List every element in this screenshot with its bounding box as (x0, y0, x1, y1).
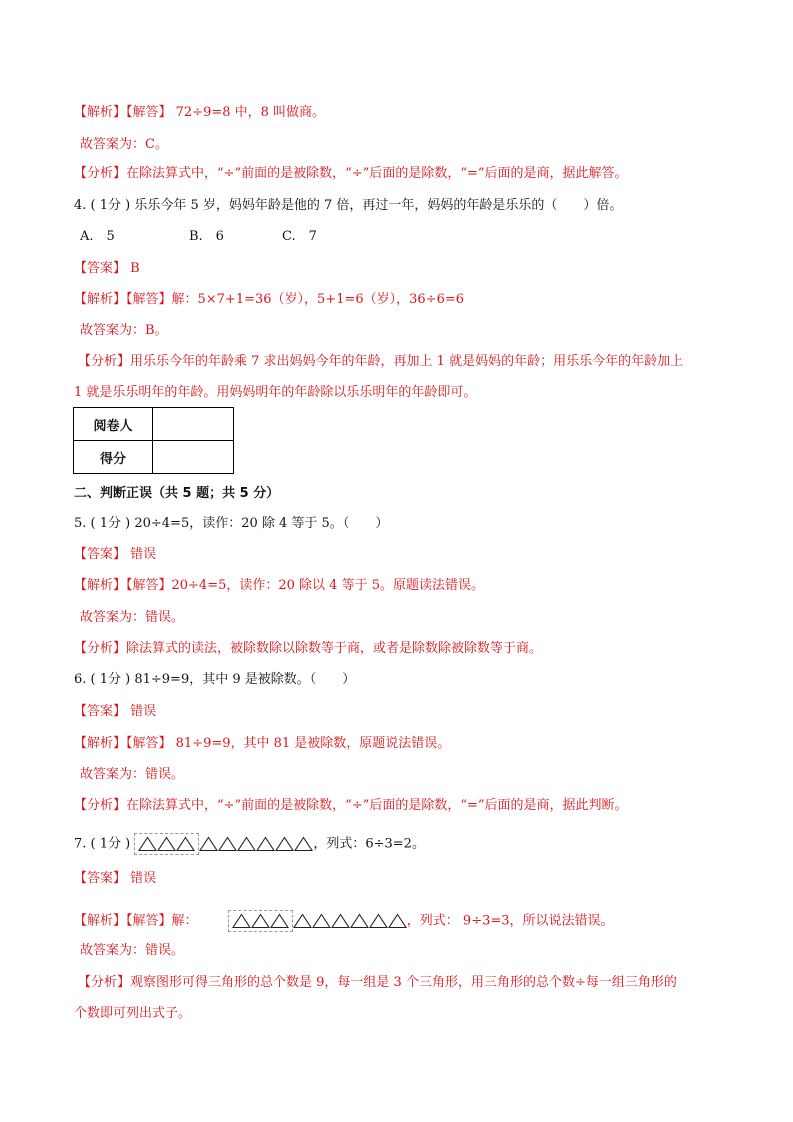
score-cell (153, 441, 234, 474)
q4-note-1: 【分析】用乐乐今年的年龄乘 7 求出妈妈今年的年龄，再加上 1 就是妈妈的年龄；用乐乐今年的年龄加上 (78, 354, 684, 369)
q5-analysis: 【解析】【解答】20÷4=5，读作：20 除以 4 等于 5。原题读法错误。 (74, 578, 484, 593)
reviewer-cell (153, 408, 234, 441)
triangle-group-box (134, 833, 199, 855)
triangle-icon (270, 913, 289, 929)
q7-analysis-suffix: ，列式： 9÷3=3，所以说法错误。 (406, 913, 614, 929)
q7-solution-figure (228, 914, 407, 929)
triangle-icon (218, 836, 237, 852)
q3-analysis: 【解析】【解答】 72÷9=8 中，8 叫做商。 (74, 105, 326, 120)
triangle-icon (331, 913, 350, 929)
triangle-icon (199, 836, 218, 852)
q3-note: 【分析】在除法算式中，“÷”前面的是被除数，“÷”后面的是除数，“=”后面的是商，据此解答。 (74, 166, 628, 181)
q4-question: 4. ( 1分 ) 乐乐今年 5 岁，妈妈年龄是他的 7 倍，再过一年，妈妈的年龄是乐乐的（ ）倍。 (74, 198, 623, 213)
q7-answer: 【答案】 错误 (74, 871, 157, 886)
q4-answer: 【答案】 B (74, 261, 140, 276)
q7-analysis-prefix: 【解析】【解答】解： (74, 913, 198, 929)
q6-question: 6. ( 1分 ) 81÷9=9，其中 9 是被除数。（ ） (74, 672, 356, 687)
section-title: 二、判断正误（共 5 题；共 5 分） (74, 486, 280, 501)
triangle-icon (237, 836, 256, 852)
q5-question: 5. ( 1分 ) 20÷4=5，读作：20 除 4 等于 5。（ ） (74, 516, 389, 531)
q4-option-c: C. 7 (282, 229, 317, 244)
score-label: 得分 (74, 441, 153, 474)
q7-prefix: 7. ( 1分 ) (74, 836, 131, 852)
q7-analysis (74, 910, 614, 932)
q4-note-2: 1 就是乐乐明年的年龄。用妈妈明年的年龄除以乐乐明年的年龄即可。 (74, 385, 477, 400)
q7-note-2: 个数即可列出式子。 (74, 1006, 192, 1021)
triangle-icon (232, 913, 251, 929)
triangle-group-box (228, 910, 293, 932)
q6-analysis: 【解析】【解答】 81÷9=9，其中 81 是被除数，原题说法错误。 (74, 736, 451, 751)
triangle-icon (251, 913, 270, 929)
q4-option-b: B. 6 (189, 229, 224, 244)
q4-option-a: A. 5 (80, 229, 115, 244)
q6-note: 【分析】在除法算式中，“÷”前面的是被除数，“÷”后面的是除数，“=”后面的是商，据此判断。 (74, 798, 628, 813)
score-table (73, 407, 234, 474)
q5-answer-line: 故答案为：错误。 (80, 610, 185, 625)
q4-analysis: 【解析】【解答】解：5×7+1=36（岁），5+1=6（岁），36÷6=6 (74, 292, 465, 307)
q4-answer-line: 故答案为：B。 (80, 323, 168, 338)
q7-note-1: 【分析】观察图形可得三角形的总个数是 9，每一组是 3 个三角形，用三角形的总个数÷每一组三角形的 (78, 975, 677, 990)
triangle-icon (312, 913, 331, 929)
triangle-icon (294, 836, 313, 852)
q6-answer: 【答案】 错误 (74, 704, 157, 719)
q7-question (74, 833, 425, 855)
q3-answer-line: 故答案为：C。 (80, 137, 168, 152)
reviewer-label: 阅卷人 (74, 408, 153, 441)
triangle-icon (138, 836, 157, 852)
q6-answer-line: 故答案为：错误。 (80, 767, 185, 782)
triangle-icon (176, 836, 195, 852)
triangle-icon (256, 836, 275, 852)
triangle-icon (157, 836, 176, 852)
triangle-icon (275, 836, 294, 852)
triangle-icon (369, 913, 388, 929)
q5-answer: 【答案】 错误 (74, 547, 157, 562)
q7-triangle-figure (134, 837, 313, 852)
triangle-icon (350, 913, 369, 929)
triangle-icon (293, 913, 312, 929)
q7-suffix: ，列式：6÷3=2。 (313, 836, 425, 852)
q5-note: 【分析】除法算式的读法，被除数除以除数等于商，或者是除数除被除数等于商。 (74, 641, 543, 656)
q7-answer-line: 故答案为：错误。 (80, 943, 185, 958)
triangle-icon (388, 913, 407, 929)
